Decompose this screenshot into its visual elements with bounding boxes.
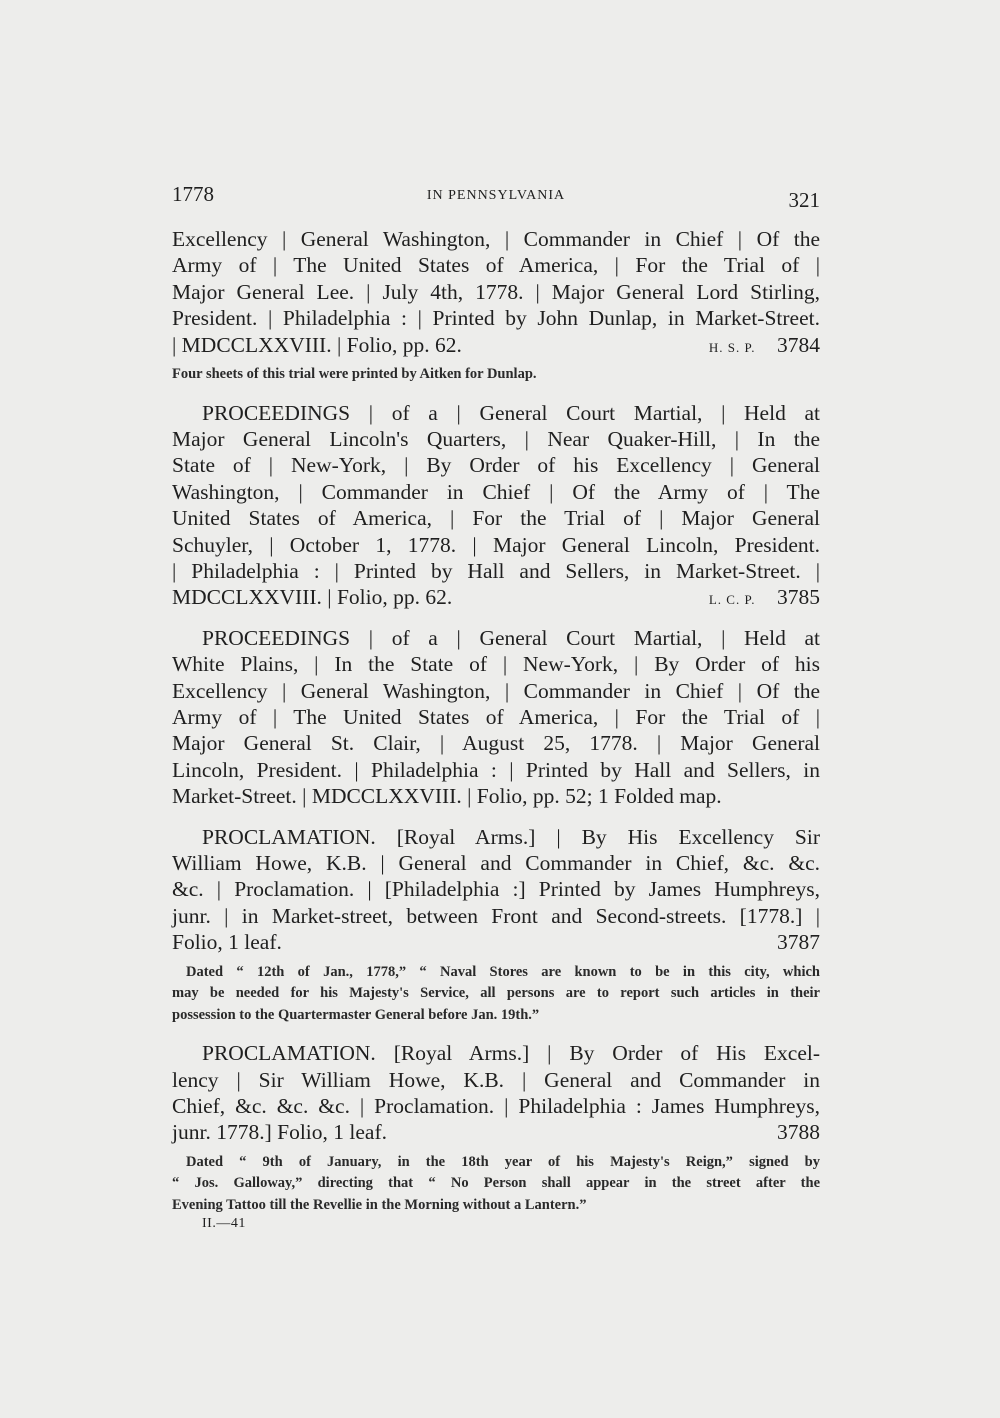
entry-note (172, 364, 820, 386)
entry-line: | MDCCLXXVIII. | Folio, pp. 62. (172, 332, 462, 357)
entry-line: Excellency | General Washington, | Commander in Chief | Of the (172, 227, 820, 251)
entry-line: PROCLAMATION. [Royal Arms.] | By His Excellency Sir (202, 824, 820, 849)
entry-line: William Howe, K.B. | General and Commander in Chief, &c. &c. (172, 851, 820, 876)
entry-line: junr. | in Market-street, between Front and Second-streets. [1778.] | (172, 903, 820, 928)
note-line: “ Jos. Galloway,” directing that “ No Person shall appear in the street after the (172, 1175, 820, 1192)
entry-line: lency | Sir William Howe, K.B. | General and Commander in (172, 1067, 820, 1092)
signature-mark: II.—41 (202, 1216, 246, 1232)
entry-line: Lincoln, President. | Philadelphia : | Printed by Hall and Sellers, in (172, 757, 820, 782)
library-abbreviation: L. C. P. (708, 592, 756, 608)
entry-line: Folio, 1 leaf. (172, 930, 282, 955)
bibliographic-entry-3784 (172, 226, 820, 386)
entry-line: State of | New-York, | By Order of his Excellency | General (172, 453, 820, 478)
entry-line: President. | Philadelphia : | Printed by John Dunlap, in Market-Street. (172, 306, 820, 331)
note-line: Evening Tattoo till the Revellie in the Morning without a Lantern.” (172, 1196, 587, 1213)
page-content (172, 226, 820, 1232)
bibliographic-entry-3788 (172, 1040, 820, 1216)
entry-line: Market-Street. | MDCCLXXVIII. | Folio, pp. 52; 1 Folded map. (172, 784, 722, 809)
entry-line: Army of | The United States of America, | For the Trial of | (172, 253, 820, 278)
entry-number: 3787 (777, 930, 820, 955)
entry-line: White Plains, | In the State of | New-York, | By Order of his (172, 652, 820, 677)
entry-line: PROCEEDINGS | of a | General Court Martial, | Held at (202, 400, 820, 425)
entry-note (172, 1152, 820, 1217)
entry-line-last (172, 584, 820, 610)
entry-line: PROCLAMATION. [Royal Arms.] | By Order of His Excel- (202, 1041, 820, 1066)
library-abbreviation: H. S. P. (708, 339, 756, 355)
entry-number: 3785 (777, 585, 820, 610)
entry-line-last (172, 929, 820, 955)
entry-line: &c. | Proclamation. | [Philadelphia :] Printed by James Humphreys, (172, 877, 820, 902)
entry-line: Washington, | Commander in Chief | Of the Army of | The (172, 479, 820, 504)
note-line: Four sheets of this trial were printed by Aitken for Dunlap. (172, 366, 537, 383)
entry-line-last (172, 332, 820, 358)
entry-line: | Philadelphia : | Printed by Hall and Sellers, in Market-Street. | (172, 558, 820, 583)
entry-number-group (709, 332, 820, 361)
entry-line: junr. 1778.] Folio, 1 leaf. (172, 1120, 387, 1145)
entry-line: Major General Lee. | July 4th, 1778. | Major General Lord Stirling, (172, 279, 820, 304)
entry-line-last (172, 1119, 820, 1145)
note-line: Dated “ 12th of Jan., 1778,” “ Naval Stores are known to be in this city, which (186, 963, 820, 980)
running-header (172, 182, 820, 218)
entry-line: Chief, &c. &c. &c. | Proclamation. | Philadelphia : James Humphreys, (172, 1093, 820, 1118)
entry-line: MDCCLXXVIII. | Folio, pp. 62. (172, 585, 453, 610)
bibliographic-entry-3787 (172, 824, 820, 1027)
entry-line: Excellency | General Washington, | Commander in Chief | Of the (172, 678, 820, 703)
header-year: 1778 (172, 182, 214, 206)
entry-line: Major General St. Clair, | August 25, 1778. | Major General (172, 731, 820, 756)
entry-number-group (709, 584, 820, 613)
note-line: may be needed for his Majesty's Service, all persons are to report such articles in their (172, 985, 820, 1002)
note-line: possession to the Quartermaster General before Jan. 19th.” (172, 1006, 540, 1023)
entry-number: 3784 (777, 332, 820, 357)
entry-line: Major General Lincoln's Quarters, | Near Quaker-Hill, | In the (172, 426, 820, 451)
entry-line: Schuyler, | October 1, 1778. | Major General Lincoln, President. (172, 532, 820, 557)
page-number: 321 (788, 188, 820, 212)
bibliographic-entry-3785 (172, 400, 820, 611)
entry-line: United States of America, | For the Trial of | Major General (172, 506, 820, 531)
note-line: Dated “ 9th of January, in the 18th year of his Majesty's Reign,” signed by (186, 1153, 820, 1170)
entry-line: PROCEEDINGS | of a | General Court Martial, | Held at (202, 625, 820, 650)
header-title: IN PENNSYLVANIA (426, 188, 566, 203)
entry-number: 3788 (777, 1120, 820, 1145)
entry-line: Army of | The United States of America, | For the Trial of | (172, 705, 820, 729)
entry-note (172, 962, 820, 1027)
bibliographic-entry-st-clair (172, 625, 820, 810)
